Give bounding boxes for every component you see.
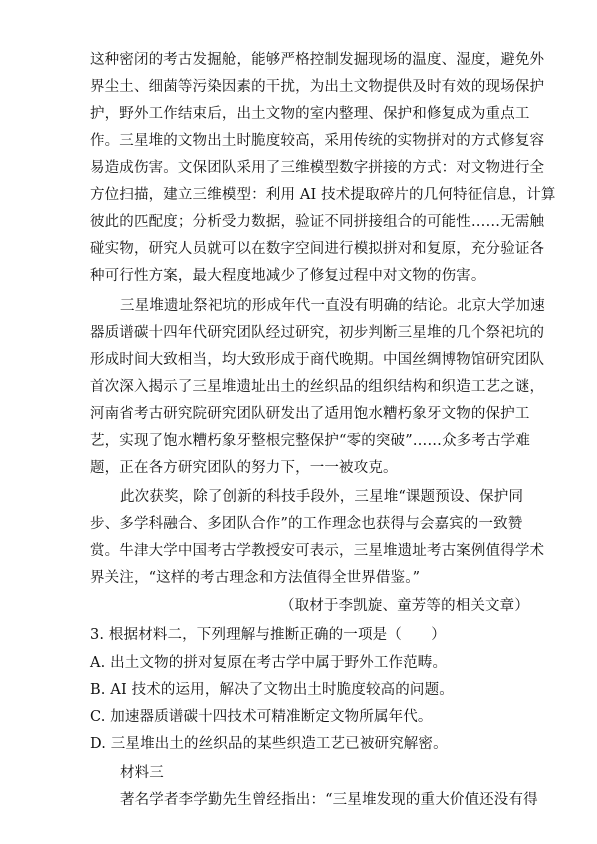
passage-line: 方位扫描，建立三维模型：利用 AI 技术提取碎片的几何特征信息，计算 bbox=[90, 187, 556, 203]
question-option-b: B. AI 技术的运用，解决了文物出土时脆度较高的问题。 bbox=[90, 682, 454, 698]
passage-line: 彼此的匹配度；分析受力数据，验证不同拼接组合的可能性……无需触 bbox=[90, 214, 545, 230]
passage-line: 护，野外工作结束后，出土文物的室内整理、保护和修复成为重点工 bbox=[90, 106, 530, 122]
passage-line: 题，正在各方研究团队的努力下，一一被攻克。 bbox=[90, 460, 398, 476]
passage-line: 三星堆遗址祭祀坑的形成年代一直没有明确的结论。北京大学加速 bbox=[120, 298, 545, 314]
passage-line: 界尘土、细菌等污染因素的干扰，为出土文物提供及时有效的现场保护 bbox=[90, 79, 545, 95]
passage-line: 种可行性方案，最大程度地减少了修复过程中对文物的伤害。 bbox=[90, 268, 486, 284]
passage-line: 艺，实现了饱水糟朽象牙整根完整保护“零的突破”……众多考古学难 bbox=[90, 433, 530, 449]
passage-line: 河南省考古研究院研究团队研发出了适用饱水糟朽象牙文物的保护工 bbox=[90, 406, 530, 422]
passage-line: 著名学者李学勤先生曾经指出：“三星堆发现的重大价值还没有得 bbox=[120, 792, 538, 808]
passage-line: 器质谱碳十四年代研究团队经过研究，初步判断三星堆的几个祭祀坑的 bbox=[90, 325, 545, 341]
passage-line: 易造成伤害。文保团队采用了三维模型数字拼接的方式：对文物进行全 bbox=[90, 160, 545, 176]
passage-line: 此次获奖，除了创新的科技手段外，三星堆“课题预设、保护同 bbox=[120, 489, 524, 505]
question-option-a: A. 出土文物的拼对复原在考古学中属于野外工作范畴。 bbox=[90, 655, 448, 671]
passage-line: 界关注，“这样的考古理念和方法值得全世界借鉴。” bbox=[90, 570, 421, 586]
passage-line: 这种密闭的考古发掘舱，能够严格控制发掘现场的温度、湿度，避免外 bbox=[90, 52, 545, 68]
passage-line: 赏。牛津大学中国考古学教授安可表示，三星堆遗址考古案例值得学术 bbox=[90, 543, 545, 559]
passage-line: 首次深入揭示了三星堆遗址出土的丝织品的组织结构和织造工艺之谜， bbox=[90, 379, 545, 395]
passage-line: 碰实物，研究人员就可以在数字空间进行模拟拼对和复原，充分验证各 bbox=[90, 241, 545, 257]
question-option-c: C. 加速器质谱碳十四技术可精准断定文物所属年代。 bbox=[90, 709, 433, 725]
material-heading: 材料三 bbox=[120, 765, 164, 781]
question-stem: 3. 根据材料二，下列理解与推断正确的一项是（ ） bbox=[90, 627, 446, 643]
source-attribution: （取材于李凯旋、童芳等的相关文章） bbox=[279, 598, 529, 614]
passage-line: 形成时间大致相当，均大致形成于商代晚期。中国丝绸博物馆研究团队 bbox=[90, 352, 545, 368]
question-option-d: D. 三星堆出土的丝织品的某些织造工艺已被研究解密。 bbox=[90, 736, 448, 752]
passage-line: 作。三星堆的文物出土时脆度较高，采用传统的实物拼对的方式修复容 bbox=[90, 133, 545, 149]
passage-line: 步、多学科融合、多团队合作”的工作理念也获得与会嘉宾的一致赞 bbox=[90, 516, 523, 532]
